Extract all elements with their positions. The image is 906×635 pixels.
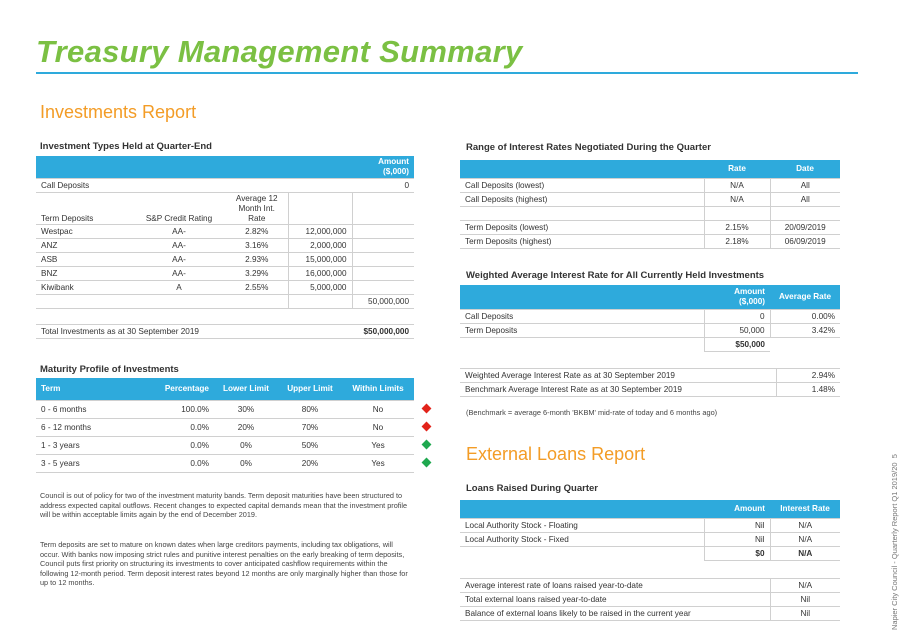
loans-total-rate: N/A — [770, 546, 840, 560]
total-investments-label: Total Investments as at 30 September 2019 — [36, 324, 352, 338]
maturity-profile-table — [36, 378, 414, 473]
call-deposits-label: Call Deposits — [36, 178, 352, 192]
term-deposit-paragraph: Term deposits are set to mature on known dates when large creditors payments, including tax obligations, will occur. With banks now imposing strict rules and punitive interest penalties on the early breaking of term deposits, Council puts first priority on structuring its investments to cover anticipated cashflow requirements within the following 12-month period. Term deposit interest rates beyond 12 months are only marginally higher than those for up to 12 months. — [40, 540, 408, 588]
loans-summary-table — [460, 578, 840, 621]
average-rate-header: Average Rate — [770, 285, 840, 309]
maturity-profile-heading: Maturity Profile of Investments — [40, 364, 179, 375]
table-row: Total external loans raised year-to-date Nil — [460, 593, 840, 607]
percentage-header: Percentage — [140, 378, 214, 400]
investment-types-heading: Investment Types Held at Quarter-End — [40, 141, 212, 152]
table-row: 0 - 6 months 100.0% 30% 80% No — [36, 400, 414, 418]
range-rates-heading: Range of Interest Rates Negotiated During the Quarter — [466, 142, 711, 153]
credit-rating-header: S&P Credit Rating — [132, 192, 226, 224]
status-red-diamond-icon — [422, 422, 432, 432]
upper-limit-header: Upper Limit — [278, 378, 342, 400]
date-header: Date — [770, 160, 840, 178]
weighted-average-heading: Weighted Average Interest Rate for All Currently Held Investments — [466, 270, 765, 281]
table-row: Average interest rate of loans raised year-to-date N/A — [460, 579, 840, 593]
loans-raised-heading: Loans Raised During Quarter — [466, 483, 598, 494]
table-row: Term Deposits 50,000 3.42% — [460, 323, 840, 337]
table-row: ASB AA- 2.93% 15,000,000 — [36, 252, 414, 266]
table-row: Westpac AA- 2.82% 12,000,000 — [36, 224, 414, 238]
status-green-diamond-icon — [422, 458, 432, 468]
amount-header: Amount ($,000) — [704, 285, 770, 309]
status-red-diamond-icon — [422, 404, 432, 414]
table-row: 1 - 3 years 0.0% 0% 50% Yes — [36, 436, 414, 454]
lower-limit-header: Lower Limit — [214, 378, 278, 400]
table-row: Kiwibank A 2.55% 5,000,000 — [36, 280, 414, 294]
table-row: ANZ AA- 3.16% 2,000,000 — [36, 238, 414, 252]
table-row: 3 - 5 years 0.0% 0% 20% Yes — [36, 454, 414, 472]
term-deposits-header: Term Deposits — [36, 192, 132, 224]
table-row: Term Deposits (highest) 2.18% 06/09/2019 — [460, 234, 840, 248]
side-footer — [890, 454, 899, 630]
amount-header: Amount ($,000) — [352, 156, 414, 178]
external-loans-heading: External Loans Report — [466, 444, 646, 464]
loan-amount-header: Amount — [704, 500, 770, 518]
status-green-diamond-icon — [422, 440, 432, 450]
table-row: Benchmark Average Interest Rate as at 30 September 2019 1.48% — [460, 383, 840, 397]
table-row: Weighted Average Interest Rate as at 30 September 2019 2.94% — [460, 369, 840, 383]
term-header: Term — [36, 378, 140, 400]
page-title: Treasury Management Summary — [36, 34, 523, 69]
investments-report-heading: Investments Report — [40, 102, 197, 122]
table-row: 6 - 12 months 0.0% 20% 70% No — [36, 418, 414, 436]
rate-header: Rate — [704, 160, 770, 178]
term-deposits-subtotal: 50,000,000 — [352, 294, 414, 308]
table-row: Term Deposits (lowest) 2.15% 20/09/2019 — [460, 220, 840, 234]
table-row: BNZ AA- 3.29% 16,000,000 — [36, 266, 414, 280]
weighted-summary-table — [460, 368, 840, 397]
table-row: Local Authority Stock - Fixed Nil N/A — [460, 532, 840, 546]
total-investments-value: $50,000,000 — [352, 324, 414, 338]
table-row: Local Authority Stock - Floating Nil N/A — [460, 518, 840, 532]
interest-rate-header: Interest Rate — [770, 500, 840, 518]
report-name: Napier City Council - Quarterly Report Q1 2019/20 — [890, 462, 899, 630]
avg-rate-header: Average 12 Month Int. Rate — [226, 192, 288, 224]
investment-types-table — [36, 156, 414, 339]
range-rates-table — [460, 160, 840, 249]
benchmark-note: (Benchmark = average 6-month 'BKBM' mid-rate of today and 6 months ago) — [466, 408, 718, 417]
table-row: Call Deposits (lowest) N/A All — [460, 178, 840, 192]
table-row: Balance of external loans likely to be raised in the current year Nil — [460, 607, 840, 621]
page-number: 5 — [890, 454, 899, 459]
call-deposits-value: 0 — [352, 178, 414, 192]
title-divider — [36, 72, 858, 74]
weighted-total: $50,000 — [704, 337, 770, 351]
loans-raised-table — [460, 500, 840, 561]
weighted-average-table — [460, 285, 840, 352]
within-limits-header: Within Limits — [342, 378, 414, 400]
table-row: Call Deposits (highest) N/A All — [460, 192, 840, 206]
loans-total-amount: $0 — [704, 546, 770, 560]
maturity-policy-paragraph: Council is out of policy for two of the investment maturity bands. Term deposit maturities have been structured to address expected capital outflows. Recent changes to expected capital demands mean that the investment profile will be within acceptable limits again by the end of December 2019. — [40, 491, 408, 520]
table-row: Call Deposits 0 0.00% — [460, 309, 840, 323]
